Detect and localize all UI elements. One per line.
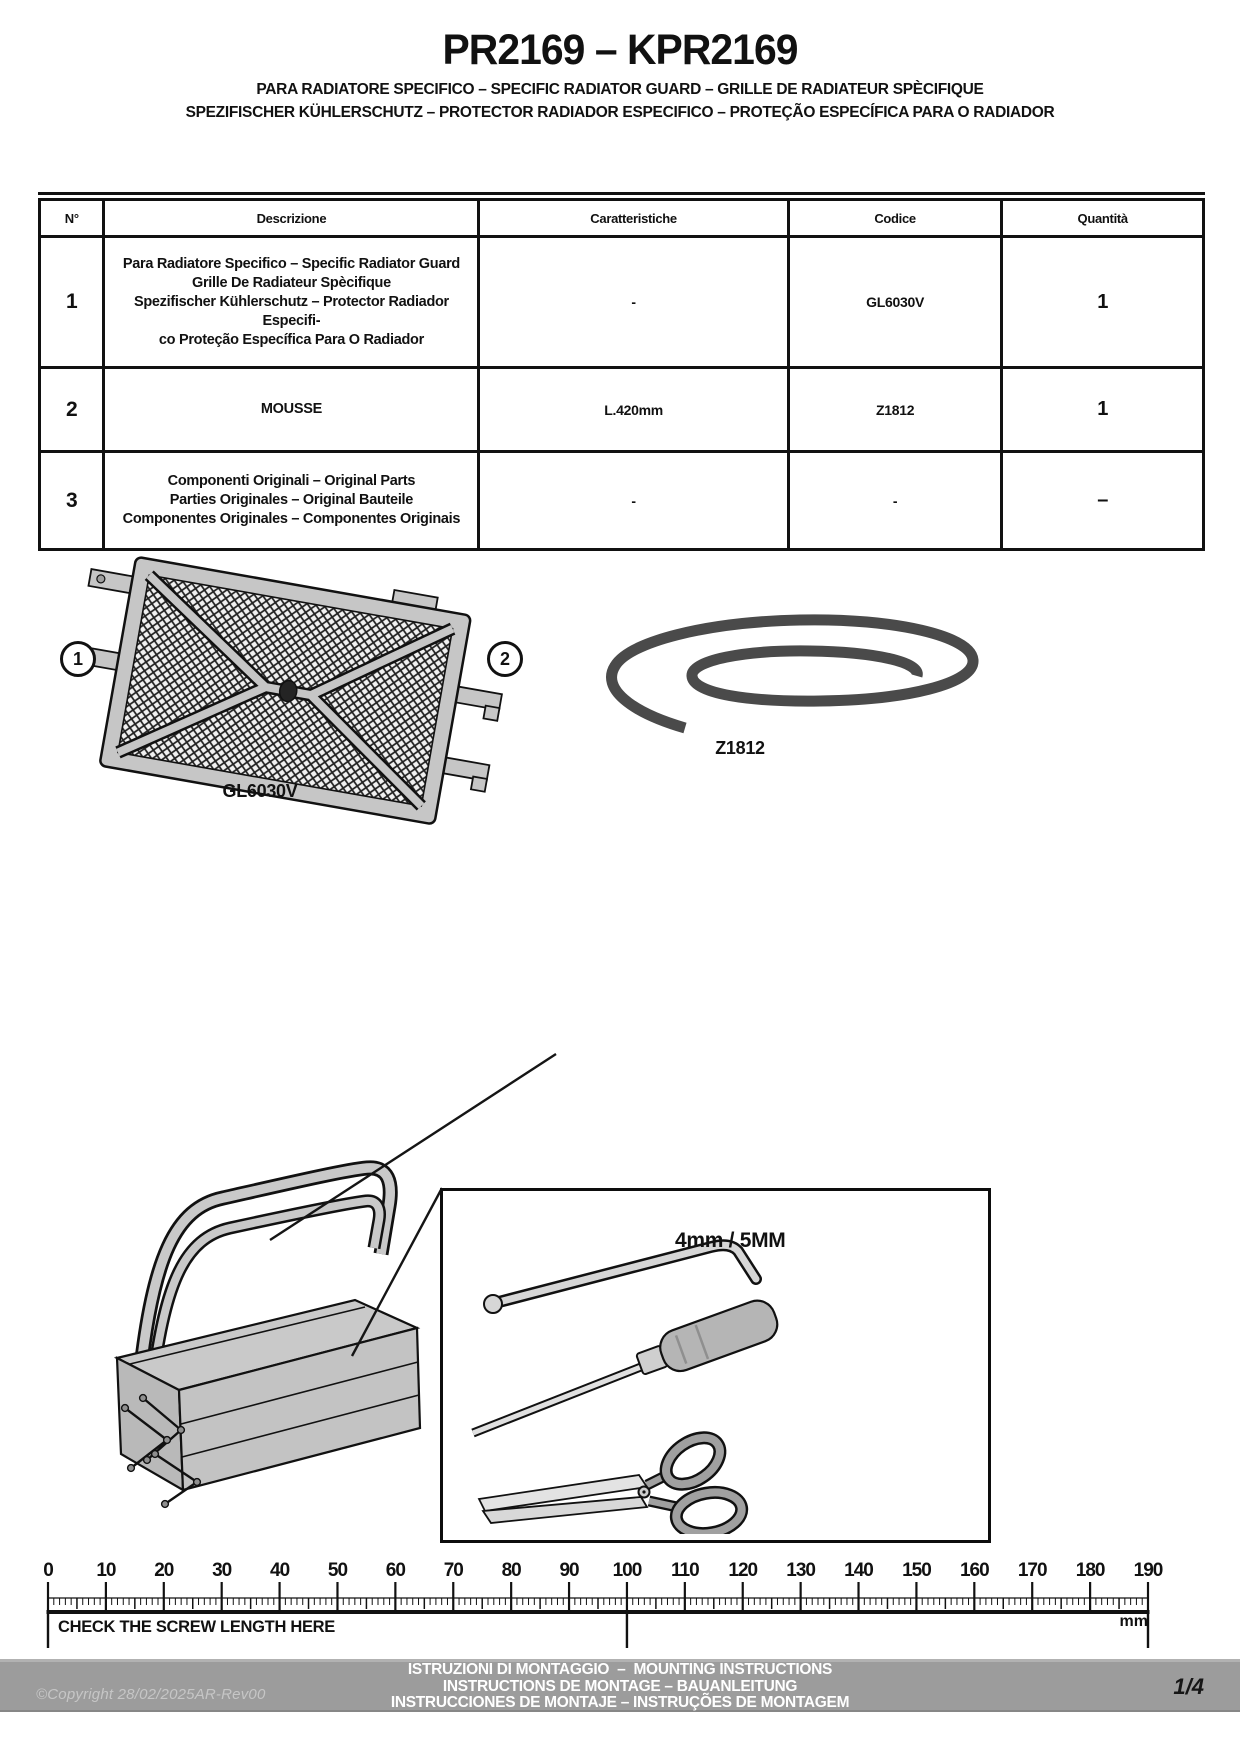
svg-text:100: 100 [612, 1560, 642, 1581]
row1-desc-line: Spezifischer Kühlerschutz – Protector Radiador Especifi- [133, 293, 449, 329]
svg-text:160: 160 [959, 1560, 989, 1581]
svg-text:130: 130 [786, 1560, 815, 1581]
row1-desc-line: Para Radiatore Specifico – Specific Radiator Guard [122, 255, 460, 272]
copyright-text: ©Copyright 28/02/2025AR-Rev00 [36, 1686, 266, 1703]
col-header-description: Descrizione [104, 197, 479, 237]
row1-characteristics: - [479, 237, 788, 368]
table-row [40, 452, 1204, 550]
part-marker-2 [487, 641, 523, 677]
col-header-characteristics: Caratteristiche [479, 197, 788, 237]
guard-caption: GL6030V [222, 781, 298, 801]
row3-num: 3 [40, 452, 104, 550]
svg-text:120: 120 [728, 1560, 758, 1581]
svg-text:90: 90 [559, 1560, 579, 1581]
page-title: PR2169 – KPR2169 [442, 26, 798, 74]
row3-quantity: – [1002, 452, 1204, 550]
screw-length-ruler [0, 1556, 1240, 1656]
svg-text:10: 10 [96, 1560, 116, 1581]
row2-code: Z1812 [788, 368, 1002, 452]
row1-desc-line: Grille De Radiateur Spècifique [191, 274, 391, 291]
row2-num: 2 [40, 368, 104, 452]
row3-code: - [788, 452, 1002, 550]
mousse-coil-illustration [575, 598, 1005, 743]
row3-desc-line: Componentes Originales – Componentes Originais [122, 511, 461, 527]
footer-line-3: INSTRUCCIONES DE MONTAJE – INSTRUÇÕES DE MONTAGEM [390, 1694, 850, 1711]
svg-text:150: 150 [902, 1560, 931, 1581]
svg-text:170: 170 [1017, 1560, 1047, 1581]
svg-text:110: 110 [671, 1560, 699, 1581]
svg-text:50: 50 [327, 1560, 348, 1581]
part-marker-2-label: 2 [499, 648, 510, 669]
part-marker-1-label: 1 [72, 648, 83, 669]
row1-desc-line: co Proteção Específica Para O Radiador [158, 331, 424, 348]
row3-desc-line: Parties Originales – Original Bauteile [169, 492, 414, 508]
scissors-icon [479, 1428, 745, 1534]
page-number: 1/4 [1173, 1674, 1204, 1699]
allen-key-icon [484, 1245, 756, 1313]
footer-line-1: ISTRUZIONI DI MONTAGGIO – MOUNTING INSTRUCTIONS [407, 1661, 833, 1678]
ruler-unit-label: mm [1119, 1613, 1148, 1630]
svg-text:30: 30 [212, 1560, 232, 1581]
col-header-quantity: Quantità [1002, 197, 1204, 237]
footer-line-2: INSTRUCTIONS DE MONTAGE – BAUANLEITUNG [442, 1677, 798, 1695]
row1-num: 1 [40, 237, 104, 368]
svg-text:40: 40 [270, 1560, 290, 1581]
parts-table-header-row [40, 197, 1204, 237]
svg-text:0: 0 [43, 1560, 53, 1581]
parts-table [38, 192, 1205, 551]
svg-text:190: 190 [1133, 1560, 1163, 1581]
ruler-check-text: CHECK THE SCREW LENGTH HERE [58, 1618, 335, 1636]
row3-desc-line: Componenti Originali – Original Parts [167, 473, 416, 489]
part-marker-1 [60, 641, 96, 677]
col-header-num: N° [40, 197, 104, 237]
row3-characteristics: - [479, 452, 788, 550]
tool-size-label: 4mm / 5MM [675, 1229, 786, 1252]
table-row [40, 368, 1204, 452]
col-header-code: Codice [788, 197, 1002, 237]
svg-text:60: 60 [385, 1560, 405, 1581]
row2-description [104, 368, 479, 452]
row1-code: GL6030V [788, 237, 1002, 368]
table-row [40, 237, 1204, 368]
screwdriver-icon [473, 1296, 782, 1433]
row2-characteristics: L.420mm [479, 368, 788, 452]
row2-desc-line: MOUSSE [260, 401, 322, 417]
svg-text:140: 140 [844, 1560, 873, 1581]
subtitle-line-2: SPEZIFISCHER KÜHLERSCHUTZ – PROTECTOR RADIADOR ESPECIFICO – PROTEÇÃO ESPECÍFICA PARA O RADIADOR [185, 104, 1055, 121]
row2-quantity: 1 [1002, 368, 1204, 452]
subtitle-line-1: PARA RADIATORE SPECIFICO – SPECIFIC RADIATOR GUARD – GRILLE DE RADIATEUR SPÈCIFIQUE [256, 81, 984, 98]
mousse-caption: Z1812 [715, 738, 765, 758]
row3-description [104, 452, 479, 550]
radiator-guard-illustration [52, 543, 552, 858]
svg-text:80: 80 [501, 1560, 521, 1581]
toolbox-illustration [45, 1058, 445, 1513]
svg-text:180: 180 [1075, 1560, 1105, 1581]
svg-text:20: 20 [154, 1560, 174, 1581]
row1-description [104, 237, 479, 368]
row1-quantity: 1 [1002, 237, 1204, 368]
svg-text:70: 70 [443, 1560, 463, 1581]
